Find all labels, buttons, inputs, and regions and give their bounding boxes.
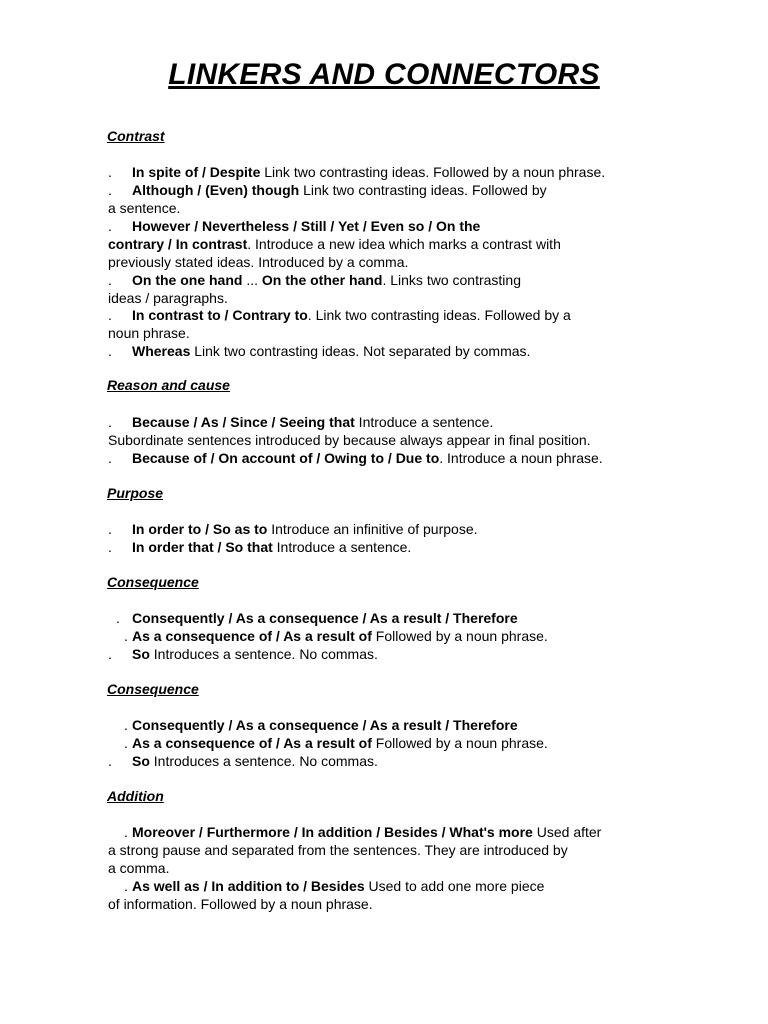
section-heading-reason: Reason and cause — [107, 377, 230, 393]
bullet: . — [108, 307, 112, 323]
bullet: . — [108, 539, 112, 555]
bullet: . — [108, 646, 112, 662]
reason-line-2: Subordinate sentences introduced by because always appear in final position. — [108, 432, 591, 448]
linker-desc: Link two contrasting ideas. Not separated by commas. — [190, 343, 531, 359]
linker-desc: . Introduce a new idea which marks a contrast with — [247, 236, 561, 252]
linker-term: Because / As / Since / Seeing that — [132, 414, 355, 430]
linker-term: Because of / On account of / Owing to / Due to — [132, 450, 440, 466]
purpose-line-1 — [108, 520, 478, 538]
contrast-line-1 — [108, 163, 605, 181]
bullet: . — [108, 272, 112, 288]
linker-desc: . Introduce a noun phrase. — [439, 450, 603, 466]
linker-term: In order to / So as to — [132, 521, 268, 537]
contrast-line-3: a sentence. — [108, 200, 181, 216]
contrast-line-5 — [108, 235, 561, 253]
linker-desc: Used after — [532, 824, 602, 840]
reason-line-1 — [108, 413, 493, 431]
bullet: . — [124, 735, 128, 751]
addition-line-2: a strong pause and separated from the sentences. They are introduced by — [108, 842, 568, 858]
linker-term: However / Nevertheless / Still / Yet / Even so / On the — [132, 218, 481, 234]
linker-desc: Introduce a sentence. — [272, 539, 412, 555]
linker-term: Moreover / Furthermore / In addition / Besides / What's more — [132, 824, 533, 840]
addition-line-1 — [108, 823, 601, 841]
bullet: . — [108, 450, 112, 466]
contrast-line-6: previously stated ideas. Introduced by a comma. — [108, 254, 409, 270]
addition-line-3: a comma. — [108, 860, 170, 876]
section-heading-contrast: Contrast — [107, 128, 165, 144]
bullet: . — [124, 824, 128, 840]
addition-line-5: of information. Followed by a noun phrase. — [108, 896, 373, 912]
linker-term: Consequently / As a consequence / As a result / Therefore — [132, 610, 518, 626]
linker-term: So — [132, 753, 150, 769]
ellipsis: ... — [242, 272, 262, 288]
linker-term: In spite of / Despite — [132, 164, 261, 180]
bullet: . — [124, 628, 128, 644]
linker-term: As a consequence of / As a result of — [132, 628, 372, 644]
contrast-line-4 — [108, 217, 480, 235]
bullet: . — [108, 521, 112, 537]
reason-line-3 — [108, 449, 603, 467]
linker-term: Although / (Even) though — [132, 182, 300, 198]
bullet: . — [108, 343, 112, 359]
bullet: . — [124, 717, 128, 733]
linker-desc: Introduces a sentence. No commas. — [149, 753, 378, 769]
bullet: . — [108, 414, 112, 430]
consequence2-line-1 — [108, 716, 518, 734]
consequence-line-2 — [108, 627, 548, 645]
linker-desc: Introduce an infinitive of purpose. — [267, 521, 478, 537]
linker-desc: Introduces a sentence. No commas. — [149, 646, 378, 662]
section-heading-consequence: Consequence — [107, 574, 199, 590]
contrast-line-7 — [108, 271, 521, 289]
linker-term: Consequently / As a consequence / As a result / Therefore — [132, 717, 518, 733]
contrast-line-11 — [108, 342, 530, 360]
consequence-line-1 — [108, 609, 518, 627]
bullet: . — [124, 878, 128, 894]
linker-desc: Followed by a noun phrase. — [371, 628, 548, 644]
linker-term: On the other hand — [261, 272, 383, 288]
linker-term: So — [132, 646, 150, 662]
section-heading-consequence-2: Consequence — [107, 681, 199, 697]
purpose-line-2 — [108, 538, 411, 556]
linker-term: Whereas — [132, 343, 191, 359]
bullet: . — [116, 610, 120, 626]
bullet: . — [108, 753, 112, 769]
page-title: LINKERS AND CONNECTORS — [168, 58, 600, 91]
linker-term: In order that / So that — [132, 539, 273, 555]
addition-line-4 — [108, 877, 544, 895]
contrast-line-8: ideas / paragraphs. — [108, 290, 228, 306]
bullet: . — [108, 164, 112, 180]
section-heading-purpose: Purpose — [107, 485, 164, 501]
contrast-line-9 — [108, 306, 571, 324]
linker-desc: . Link two contrasting ideas. Followed by a — [307, 307, 571, 323]
linker-term: In contrast to / Contrary to — [132, 307, 308, 323]
linker-term: As well as / In addition to / Besides — [132, 878, 365, 894]
linker-desc: Introduce a sentence. — [354, 414, 494, 430]
bullet: . — [108, 218, 112, 234]
consequence-line-3 — [108, 645, 378, 663]
linker-desc: Link two contrasting ideas. Followed by a noun phrase. — [260, 164, 606, 180]
linker-term: contrary / In contrast — [108, 236, 248, 252]
section-heading-addition: Addition — [107, 788, 164, 804]
consequence2-line-3 — [108, 752, 378, 770]
contrast-line-10: noun phrase. — [108, 325, 190, 341]
linker-desc: Link two contrasting ideas. Followed by — [299, 182, 547, 198]
linker-term: As a consequence of / As a result of — [132, 735, 372, 751]
consequence2-line-2 — [108, 734, 548, 752]
linker-desc: Used to add one more piece — [364, 878, 545, 894]
contrast-line-2 — [108, 181, 547, 199]
linker-desc: . Links two contrasting — [382, 272, 521, 288]
linker-desc: Followed by a noun phrase. — [371, 735, 548, 751]
bullet: . — [108, 182, 112, 198]
linker-term: On the one hand — [132, 272, 243, 288]
